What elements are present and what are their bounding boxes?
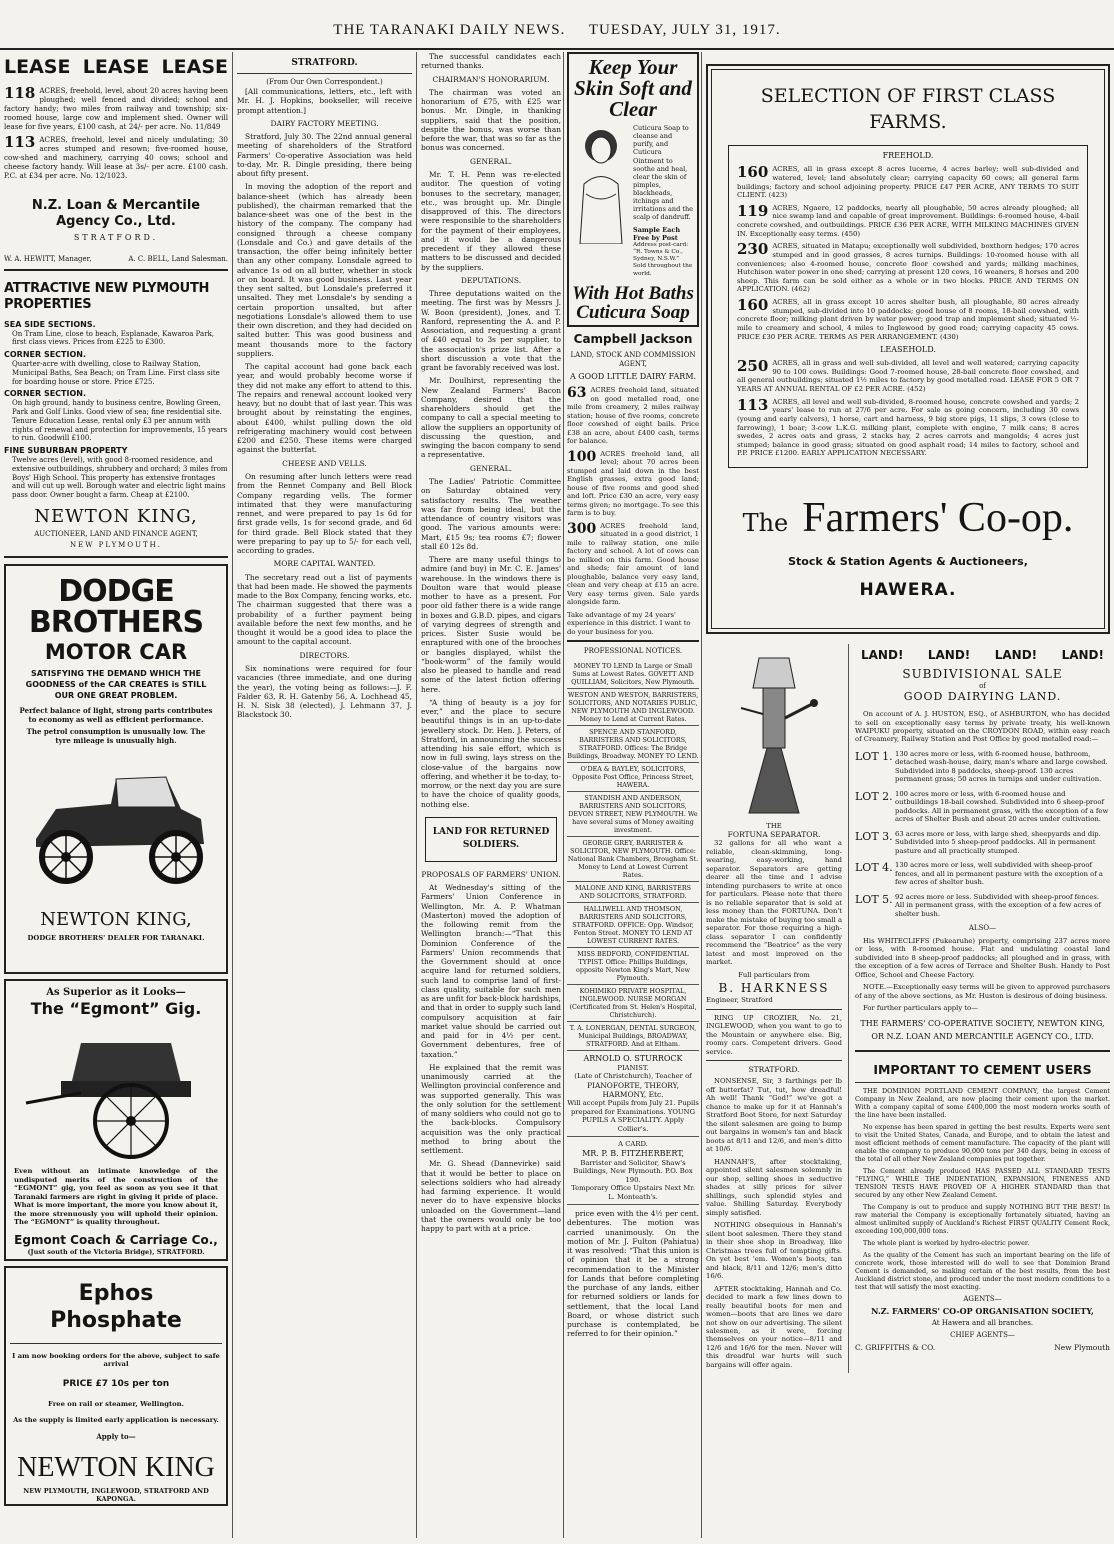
lot-row (855, 790, 1110, 824)
article-paragraph: There are many useful things to admire (and buy) in Mr. C. E. James' warehouse. In the windows there is Doulton ware that would please mother to have as a present. For poor old father there is a wide range in boxes and G.B.D. pipes, and cigars of varying degrees of strength and prices. Sister Susie would be enraptured with one of the brooches or bangles displayed, whilst the “book-worm” of the family would also be pleased to handle and read some of the latest fiction offering here. (421, 555, 561, 694)
fitzherbert-card (567, 1137, 699, 1205)
coop-the: The (742, 509, 789, 538)
cuticura-address: Address post-card: “R. Towns & Co., Sydney, N.S.W.” Sold throughout the world. (633, 241, 693, 277)
brand-name: DODGE BROTHERS (28, 573, 204, 641)
dodge-brothers-advert (4, 564, 228, 974)
harkness-role: Engineer, Stratford (706, 996, 773, 1005)
cement-advert (855, 1062, 1110, 1352)
campbell-listing (567, 522, 699, 607)
ephos-towns: NEW PLYMOUTH, INGLEWOOD, STRATFORD AND KAPONGA. (23, 1486, 209, 1503)
cuticura-tagline: With Hot Baths Cuticura Soap (572, 282, 694, 323)
land-word: LAND! (861, 647, 904, 662)
cement-paragraph: No expense has been spared in getting the best results. Experts were sent to visit the United States, Canada, and Europe, and to obtain the latest and most efficient methods of cement manufacture. The capacity of the plant will enable the company to produce 90,000 tons per 340 days, being in excess of the total of all other New Zealand companies put together. (855, 1122, 1110, 1163)
farm-listing (737, 242, 1079, 294)
lot-label: LOT 2. (855, 789, 893, 803)
lot-label: LOT 3. (855, 829, 893, 843)
lease-listing (4, 83, 228, 131)
listing-text: ACRES freehold land, situated on good metalled road, one mile from creamery, 2 miles railway station; house of five rooms, concrete floor cowshed of eight bails. Price £38 an acre, about £400 cash, terms for balance. (567, 386, 699, 446)
card-name: MR. P. B. FITZHERBERT, (582, 1148, 684, 1158)
lease-listing (4, 132, 228, 180)
article-subhead: GENERAL. (470, 463, 512, 473)
article-subhead: GENERAL. (470, 156, 512, 166)
article-paragraph: “A thing of beauty is a joy for ever,” and the place to secure beautiful things is in an up-to-date jewellery stock. Dr. Hen. J. Peters, of Stratford, in announcing the success attending his sale effort, which is now in full swing, lays stress on the close-value of the bargains now offering, and whether it be to-day, to-morrow, or the next day you are sure to have the choice of quality goods, nothing else. (421, 697, 561, 809)
column-rule (232, 52, 233, 1538)
farm-listing (737, 165, 1079, 200)
listing-acres: 113 (737, 395, 769, 414)
article-paragraph: The Ladies' Patriotic Committee on Saturday obtained very satisfactory results. The weather was far from being ideal, but the attendance of country visitors was good. The various amounts were: Mart, £15 9s; tea rooms £7; flower stall £0 12s 8d. (421, 477, 561, 551)
notice: GEORGE GREY, BARRISTER & SOLICITOR, NEW PLYMOUTH. Office: National Bank Chambers, Brougham St. Money to Lend at Lowest Current Rates. (567, 837, 699, 882)
hannah-paragraph: NOTHING obsequious in Hannah's silent boot salesmen. There they stand in their shoe shop in Broadway, like Christmas trees full of tempting gifts. On yet best 'em. Women's boots, tan and black, 8/11 and 12/6; men's ditto 16/6. (706, 1221, 842, 1281)
product-name: MOTOR CAR (44, 639, 188, 664)
also-label: ALSO— (968, 924, 997, 933)
fortuna-particulars: Full particulars from (738, 970, 810, 979)
sturrock-notice (567, 1051, 699, 1137)
article-subhead: DIRECTORS. (299, 650, 350, 660)
land-for-soldiers-box (425, 817, 557, 862)
farm-listing (737, 359, 1079, 394)
article-paragraph: The chairman was voted an honorarium of £75, with £25 war bonus. Mr. Dingle, in thanking suppliers, said that the position, despite the bonus, was worse than before the war, that was so far as the bonus was concerned. (421, 87, 561, 153)
sale-subtitle: GOOD DAIRYING LAND. (903, 690, 1062, 704)
company-town: STRATFORD. (73, 233, 159, 243)
column-5 (706, 52, 1110, 1538)
section-body: Twelve acres (level), with good 8-roomed residence, and extensive outbuildings, shrubbery and orchard; 3 miles from Boys' High School. This property has extensive frontages and will cut up well. Borough water and electric light mains pass door. Owner bought a farm. Cheap at £2100. (12, 456, 228, 499)
article-paragraph: Six nominations were required for four vacancies (three immediate, and one during the year), the voting being as follows:—J. F. Falder 63, R. H. Gatenby 56, A. Lochhead 45, H. N. Sisk 38 (elected), J. Lehmann 37, J. Blackstock 30. (237, 664, 412, 720)
fortuna-column (706, 644, 849, 1374)
article-subhead: CHAIRMAN'S HONORARIUM. (432, 74, 550, 84)
land-word: LAND! (927, 647, 971, 662)
lot-row (855, 861, 1110, 886)
lot-row (855, 893, 1110, 918)
notice: KOHIMIKO PRIVATE HOSPITAL, INGLEWOOD. NURSE MORGAN (Certificated from St. Helen's Hospital, Christchurch). (567, 985, 699, 1022)
cuticura-sample: Sample Each Free by Post (633, 225, 681, 242)
sturrock-subjects: PIANOFORTE, THEORY, HARMONY, Etc. (587, 1080, 679, 1099)
column-rule (416, 52, 417, 1538)
egmont-address: (Just south of the Victoria Bridge), STRATFORD. (27, 1247, 205, 1256)
lower-section (706, 644, 1110, 1374)
listing-acres: 100 (567, 448, 597, 465)
farmers-coop-advert (706, 64, 1110, 634)
article-paragraph: price even with the 4½ per cent. debentures. The motion was carried unanimously. On the motion of Mr. J. Fulton (Pahiatua) it was resolved: “That this union is of opinion that it be a strong recommendation to the Minister for Lands that before completing the purchase of any lands, either for returned soldiers or lands for settlement, that the local Land Board, or whose district such purchase is contemplated, be referred to for their opinion.” (567, 1209, 699, 1339)
property-section (4, 320, 228, 348)
notice: MISS BEDFORD, CONFIDENTIAL TYPIST. Office: Phillips Buildings, opposite Newton King's Mart, New Plymouth. (567, 948, 699, 985)
notice: MALONE AND KING, BARRISTERS AND SOLICITORS, STRATFORD. (567, 882, 699, 903)
ephos-line: Free on rail or steamer, Wellington. (48, 1399, 184, 1408)
article-subhead: MORE CAPITAL WANTED. (273, 559, 376, 569)
column-1 (4, 52, 228, 1538)
land-sale-column (849, 644, 1110, 1374)
farm-listing (737, 298, 1079, 341)
egmont-line: As Superior as it Looks— (46, 986, 186, 998)
notice: HALLIWELL AND THOMSON, BARRISTERS AND SOLICITORS, STRATFORD. OFFICE: Opp. Windsor, Fenton Street. MONEY TO LEND AT LOWEST CURRENT RATES. (567, 903, 699, 948)
notice: T. A. LONERGAN, DENTAL SURGEON, Municipal Buildings, BROADWAY, STRATFORD. And at Eltham. (567, 1022, 699, 1051)
ephos-line: I am now booking orders for the above, subject to safe arrival (12, 1351, 220, 1369)
lease-advert (4, 56, 228, 271)
farm-listings (728, 145, 1088, 468)
woman-portrait-illustration (572, 124, 630, 244)
listing-text: ACRES, freehold, level and nicely undulating; 30 acres stumped and resown; five-roomed house, cow-shed and machinery, carrying 40 cows; school and cheese factory handy. Will lease at 3s/- per acre. £100 cash. P.C. at £34 per acre. No. 12/1023. (4, 134, 228, 180)
column-3 (421, 52, 561, 1538)
coop-role: Stock & Station Agents & Auctioneers, (788, 554, 1028, 568)
lot-row (855, 750, 1110, 784)
fortuna-body: 32 gallons for all who want a reliable, clean-skimming, long-wearing, easy-working, hand separator. Separators are getting dearer all the time and I advise intending purchasers to write at once for particulars. Please note that there is no reliable separator that is sold at less money than the FORTUNA. Don't make the mistake of buying too small a separator. For those requiring a high-class separator I can confidently recommend the “Beatrice” as the very latest and most improved on the market. (706, 839, 842, 967)
lot-text: 100 acres more or less, with 6-roomed house and outbuildings 18-bail cowshed. Subdivided into 6 sheep-proof paddocks. All in permanent grass, with the exception of a few acres of Shelter Bush and about 20 acres under cultivation. (895, 789, 1109, 824)
lot-row (855, 830, 1110, 855)
salesman-name: A. C. BELL, Land Salesman. (128, 255, 228, 264)
lot-label: LOT 5. (855, 892, 893, 906)
listing-acres: 118 (4, 83, 36, 102)
cement-branches: At Hawera and all branches. (931, 1319, 1034, 1328)
section-body: Quarter-acre with dwelling, close to Railway Station, Municipal Baths, Sea Beach; on Tram Line. First class site for boarding house or store. Price £725. (12, 360, 220, 386)
egmont-body: Even without an intimate knowledge of the undisputed merits of the construction of the “EGMONT” gig, you feel as soon as you see it that Taranaki farmers are right in giving it pride of place. What is more important, the more you know about it, the more strenuously you will uphold their opinion. The “EGMONT” is quality throughout. (14, 1167, 218, 1227)
selection-title: SELECTION OF FIRST CLASS FARMS. (760, 85, 1056, 133)
sale-of: of (979, 681, 986, 690)
article-subhead: DAIRY FACTORY MEETING. (270, 118, 379, 128)
article-paragraph: The secretary read out a list of payments that had been made. He showed the payments made to the Box Company, fencing works, etc. The chairman suggested that there was a probability of a further payment being available before the next few months, and he thought it would be a good idea to place the amount to the capital account. (237, 572, 412, 647)
section-heading: SEA SIDE SECTIONS. (4, 319, 96, 329)
fortuna-caption: FORTUNA SEPARATOR. (727, 830, 821, 840)
ephos-apply: Apply to— (96, 1431, 136, 1441)
harkness-name: B. HARKNESS (718, 981, 830, 996)
advert-title: ATTRACTIVE NEW PLYMOUTH PROPERTIES (4, 281, 210, 313)
box-title: LAND FOR RETURNED SOLDIERS. (432, 826, 550, 851)
sale-intro: On account of A. J. HUSTON, ESQ., of ASHBURTON, who has decided to sell on exceptionally easy terms by private treaty, his well-known WAIPUKU property, situated on the CROYDON ROAD, within easy reach of Creamery, Railway Station and Post Office by good metalled road:— (855, 710, 1110, 744)
lot-label: LOT 1. (855, 749, 893, 763)
article-paragraph: At Wednesday's sitting of the Farmers' Union Conference in Wellington, Mr. A. P. Whatman (Masterton) moved the adoption of the following remit from the Wellington branch:—“That this Dominion Conference of the Farmers' Union recommends that the Government should at once acquire land for returned soldiers, such land to comprise land of first-class quality, suitable for such men as are unfit for back-block hardships, and that in order to supply such land compulsory acquisition at fair market value should be carried out and paid for in 4½ per cent. Government debentures, free of taxation.” (421, 883, 561, 1059)
column-rule (563, 52, 564, 1538)
dealer-name: NEWTON KING, (40, 909, 192, 931)
property-section (4, 350, 228, 386)
cement-chief: CHIEF AGENTS— (950, 1331, 1015, 1340)
notice: STANDISH AND ANDERSON, BARRISTERS AND SOLICITORS, DEVON STREET, NEW PLYMOUTH. We have several sums of Money awaiting investment. (567, 792, 699, 837)
notice: O'DEA & BAYLEY, SOLICITORS, Opposite Post Office, Princess Street, HAWERA. (567, 763, 699, 792)
cement-paragraph: As the quality of the Cement has such an important bearing on the life of concrete work, those interested will do well to see that Dominion Brand Cement is demanded, so making certain of the best results, from the best Auckland district stone, and produced under the most modern conditions to a test that will satisfy the most exacting. (855, 1250, 1110, 1291)
egmont-company: Egmont Coach & Carriage Co., (14, 1232, 218, 1247)
listing-acres: 119 (737, 201, 769, 220)
article-paragraph: Three deputations waited on the meeting. The first was by Messrs J. W. Boon (president), Jones, and T. Ranford, representing the A. and P. Association, and requesting a grant of £40 equal to 3s per supplier, to the association's prize list. After a short discussion a vote that the grant be favorably received was lost. (421, 289, 561, 373)
article-paragraph: He explained that the remit was unanimously carried at the Wellington provincial conference and was supported generally. This was the only solution for the settlement of many soldiers who could not go to the back-blocks. Compulsory acquisition was the only practical method to bring about the settlement. (421, 1062, 561, 1156)
notices-title: PROFESSIONAL NOTICES. (583, 646, 683, 655)
card-role: Barrister and Solicitor, Shaw's Buildings, New Plymouth. P.O. Box 190. (573, 1158, 693, 1184)
column-2 (237, 52, 412, 1538)
land-sale-advert (855, 648, 1110, 1052)
professional-notices (567, 660, 699, 1051)
gig-carriage-illustration (21, 1023, 211, 1163)
cement-title: IMPORTANT TO CEMENT USERS (873, 1062, 1092, 1078)
campbell-footer: Take advantage of my 24 years' experience in this district. I want to do your business for you. (567, 610, 691, 636)
listing-acres: 160 (737, 296, 769, 315)
notice: MONEY TO LEND In Large or Small Sums at Lowest Rates. GOVETT AND QUILLIAM, Solicitors, New Plymouth. (567, 660, 699, 689)
article-paragraph: Stratford, July 30. The 22nd annual general meeting of shareholders of the Stratford Farmers' Co-operative Association was held to-day, Mr. R. Dingle presiding, there being about fifty present. (237, 132, 412, 179)
article-subhead: CHEESE AND VELLS. (282, 458, 367, 468)
article-paragraph: [All communications, letters, etc., left with Mr. H. J. Hopkins, bookseller, will receive prompt attention.] (237, 87, 412, 115)
article-paragraph: The capital account had gone back each year, and would probably become worse if they did not make any effort to attend to this. The repairs and renewal account looked very heavy, but no doubt that of last year. This was brought about by reinstating the engines, about £400, whilst pulling down the old refrigerating machinery would cost between £200 and £250. These items were charged against the butterfat. (237, 362, 412, 455)
section-title: STRATFORD. (291, 58, 358, 68)
campbell-name: Campbell Jackson (573, 331, 693, 346)
agent-role: AUCTIONEER, LAND AND FINANCE AGENT, (34, 530, 198, 539)
hannah-paragraph: AFTER stocktaking, Hannah and Co. decided to mark a few lines down to really beautiful boots for men and women—boots that are lines we dare not show on our advertising. The silent salesmen, as it were, forcing themselves on your notice—8/11 and 12/6 and 16/6 for the men. Never will this dreadful war hurts will such bargains will offer again. (706, 1284, 842, 1369)
lot-label: LOT 4. (855, 861, 893, 875)
hannah-paragraph: NONSENSE, Sir, 3 farthings per lb off butterfat? Tut, tut, how dreadful! Ah well! Thank “God!” we've got a chance to make up for it at Hannah's Stratford Boot Store, for next Saturday the silent salesmen are going to bump out bargains in women's tan and black boots at 8/11 and 12/6, and men's ditto at 10/6. (706, 1077, 842, 1154)
coop-name: Farmers' Co-op. (802, 495, 1074, 542)
listing-text: ACRES freehold land, all level; about 70 acres been stumped and laid down in the best English grasses, extra good land; house of five rooms and good shed and loft. Price £30 an acre, very easy terms given; no mortgage. To see this farm is to buy. (567, 449, 699, 518)
cement-paragraph: THE DOMINION PORTLAND CEMENT COMPANY, the largest Cement Company in New Zealand, are now placing their cement upon the market. With a company capital of some £400,000 the most modern works south of the line have been installed. (855, 1086, 1110, 1119)
cement-agents: N.Z. FARMERS' CO-OP ORGANISATION SOCIETY, (871, 1306, 1094, 1317)
manager-name: W. A. HEWITT, Manager, (4, 255, 92, 264)
cream-separator-illustration (729, 648, 819, 818)
sturrock-body: Will accept Pupils from July 21. Pupils prepared for Examinations. YOUNG PUPILS A SPECIALITY. Apply Collier's. (567, 1099, 699, 1133)
stratford-heading: STRATFORD. (748, 1065, 800, 1075)
column-rule (701, 52, 702, 1538)
listing-acres: 230 (737, 240, 769, 259)
listing-text: ACRES, Ngaere, 12 paddocks, nearly all ploughable, 50 acres already ploughed; all nice swamp land and capable of great improvement. Buildings: 6-roomed house, 4-bail concrete cowshed, and outbuildings. PRICE £36 PER ACRE, WITH MILKING MACHINES GIVEN IN. Exceptionally easy terms. (450) (737, 203, 1079, 238)
cuticura-advert (567, 52, 699, 327)
article-paragraph: On resuming after lunch letters were read from the Rennet Company and Bell Block Company regarding vells. The former intimated that they were manufacturing rennet, and were prepared to pay 1s 6d for first grade vells, 1s for second grade, and 6d for third grade. Bell Block stated that they were preparing to pay up to 5/- for each vell, according to grades. (237, 472, 412, 555)
article-paragraph: Mr. Doulhirst, representing the New Zealand Farmers' Bacon Company, desired that the shareholders should get the company to call a special meeting to allow the suppliers an opportunity of discussing the question, and swinging the bacon company to send a representative. (421, 376, 561, 460)
lot-text: 130 acres more or less, with 6-roomed house, bathroom, detached wash-house, dairy, man's whare and large cowshed. Subdivided into 8 paddocks, sheep-proof. 130 acres permanent grass; 50 acres in turnips and under cultivation. (895, 749, 1108, 784)
campbell-jackson-advert (567, 332, 699, 642)
fortuna-caption: THE (766, 821, 782, 830)
listing-text: ACRES, all level and well sub-divided, 8-roomed house, concrete cowshed and yards; 2 years' lease to run at 27/6 per acre. For sale as going concern, including 30 cows (young and early calvers), 1 horse, cart and harness, 9 big store pigs, 11 slips, 3 cows (close to farrowing), 1 boar; 3-cow L.K.G. milking plant, complete with engine, 7 milk cans; 8 acres swedes, 2 acres oats and grass, 2 stacks hay, 2 acres carrots and mangolds; 4 acres just stumped; balance in good grass; situated on good asphalt road; 14 miles to factory, school and P.P. PRICE £1200. EARLY APPLICATION NECESSARY. (737, 397, 1079, 458)
land-word: LAND! (994, 647, 1038, 662)
sturrock-role: PIANIST. (617, 1063, 649, 1072)
cuticura-headline: Keep Your Skin Soft and Clear (574, 55, 692, 121)
section-heading: CORNER SECTION. (4, 350, 87, 359)
egmont-gig-advert (4, 979, 228, 1261)
article-paragraph: Mr. G. Shead (Dannevirke) said that it would be better to place on selections soldiers who had already had farming experience. It would never do to have expensive blocks unloaded on the Government—land that the owners would only be too happy to part with at a price. (421, 1159, 561, 1234)
ephos-price: PRICE £7 10s per ton (62, 1378, 170, 1389)
article-paragraph: Mr. T. H. Penn was re-elected auditor. The question of voting bonuses to the secretary, manager, etc., was brought up. Mr. Dingle disapproved of this. The directors were responsible to the shareholders for the payment of their employees, and it would be a dangerous precedent if they allowed these matters to be discussed and decided by the suppliers. (421, 170, 561, 272)
campbell-slogan: A GOOD LITTLE DAIRY FARM. (569, 372, 697, 382)
farm-listing (737, 395, 1079, 458)
sale-note: NOTE.—Exceptionally easy terms will be given to approved purchasers of any of the above sections, as Mr. Huston is desirous of doing business. (855, 983, 1110, 1000)
lease-word: LEASE (4, 56, 71, 78)
listing-text: ACRES, all in grass except 8 acres lucerne, 4 acres barley; well sub-divided and watered, level; land absolutely clear; carrying capacity 60 cows; all general farm buildings; factory and school adjoining property. PRICE £47 PER ACRE, ANY TERMS TO SUIT CLIENT. (423) (737, 165, 1079, 200)
lot-text: 130 acres more or less, well subdivided with sheep-proof fences, and all in permanent pasture with the exception of a few acres of shelter bush. (895, 861, 1103, 887)
byline: (From Our Own Correspondent.) (266, 78, 383, 87)
lot-text: 92 acres more or less. Subdivided with sheep-proof fences. All in permanent grass, with the exception of a few acres of shelter bush. (895, 892, 1101, 918)
campbell-listing (567, 386, 699, 445)
listing-acres: 160 (737, 163, 769, 182)
freehold-heading: FREEHOLD. (882, 151, 934, 161)
paper-title: THE TARANAKI DAILY NEWS. (333, 22, 566, 38)
dodge-line: The petrol consumption is unusually low. The tyre mileage is unusually high. (26, 726, 206, 745)
cuticura-body: Cuticura Soap to cleanse and purify, and Cuticura Ointment to soothe and heal, clear the skin of pimples, blackheads, itchings and irritations and the scalp of dandruff. (633, 124, 693, 222)
lease-word: LEASE (82, 56, 150, 78)
cement-paragraph: The Cement already produced HAS PASSED ALL STANDARD TESTS “FLYING,” WHILE THE INDENTATION, EXPANSION, FINENESS AND TENSION TESTS HAVE PROVED OF A HIGHER STANDARD than that secured by any other New Zealand Cement. (855, 1166, 1110, 1199)
griffiths-town: New Plymouth (1054, 1342, 1110, 1352)
egmont-title: The “Egmont” Gig. (30, 999, 202, 1019)
sale-title: SUBDIVISIONAL SALE (902, 666, 1063, 681)
also-text: His WHITECLIFFS (Pukearuhe) property, comprising 237 acres more or less, with 8-roomed house. Flat and undulating coastal land subdivided into 8 sheep-proof paddocks; all ploughed and in grass, with the exception of a few acres of Terrace and Shelter Bush. Handy to Post Office, School and Cheese Factory. (855, 936, 1110, 979)
agent-town: NEW PLYMOUTH. (70, 541, 162, 549)
motor-car-illustration (16, 749, 216, 899)
section-body: On Tram Line, close to beach, Esplanade, Kawaroa Park, first class views. Prices from £225 to £300. (12, 329, 215, 347)
paper-date: TUESDAY, JULY 31, 1917. (588, 22, 781, 38)
article-subhead: PROPOSALS OF FARMERS' UNION. (421, 869, 561, 879)
property-section (4, 446, 228, 500)
notice: WESTON AND WESTON, BARRISTERS, SOLICITORS, AND NOTARIES PUBLIC, NEW PLYMOUTH AND INGLEWOOD. Money to Lend at Current Rates. (567, 689, 699, 726)
cement-paragraph: The whole plant is worked by hydro-electric power. (863, 1238, 1030, 1247)
listing-text: ACRES freehold land, situated in a good district, 1 mile to railway station, one mile factory and school. A lot of cows can be milked on this farm. Good house and sheds; fair amount of land ploughable, balance very easy land, clean and very cheap at £15 an acre. Very easy terms given. Sale yards alongside farm. (567, 521, 699, 607)
listing-acres: 63 (567, 385, 587, 402)
dodge-claim: SATISFYING THE DEMAND WHICH THE GOODNESS of the CAR CREATES is STILL OUR ONE GREAT PROBLEM. (25, 669, 207, 700)
plymouth-properties-advert (4, 281, 228, 558)
listing-acres: 113 (4, 132, 36, 151)
notice: SPENCE AND STANFORD, BARRISTERS AND SOLICITORS, STRATFORD. Offices: The Bridge Buildings, Broadway. MONEY TO LEND. (567, 726, 699, 763)
cement-agents-label: AGENTS— (963, 1294, 1002, 1303)
section-heading: CORNER SECTION. (4, 389, 87, 399)
section-body: On high ground, handy to business centre, Bowling Green, Park and Golf Links. Good view of sea; fine residential site. Tenure Education Lease, rental only £3 per annum with rights of renewal and protection for improvements, 15 years to run. Goodwill £100. (12, 399, 228, 443)
article-subhead: DEPUTATIONS. (460, 275, 522, 285)
article-paragraph: The successful candidates each returned thanks. (421, 52, 561, 71)
article-paragraph: In moving the adoption of the report and balance-sheet (which has already been published), the chairman remarked that the balance-sheet was one of the best in the history of the company. The company had consigned through a cheese company (Lonsdale and Co.) and gave details of the transaction, the offer being infinitely better than any other company. Lonsdale agreed to advance 1s od on all butter, whether in stock or on board. It was good business. Last year they sent salted, but Lonsdale's preferred it unsalted. They met Lonsdale's by sending a certain proportion unsalted, but after negotiations Lonsdale's allowed them to use their own discretion, and they had decided on salted butter. This was good business and meant thousands more to the factory suppliers. (237, 182, 412, 358)
property-section (4, 389, 228, 443)
land-word: LAND! (1061, 647, 1104, 662)
sale-agents: THE FARMERS' CO-OPERATIVE SOCIETY, NEWTON KING, OR N.Z. LOAN AND MERCANTILE AGENCY CO., LTD. (860, 1018, 1105, 1042)
sale-further: For further particulars apply to— (863, 1004, 978, 1013)
ephos-line: As the supply is limited early application is necessary. (13, 1416, 219, 1425)
lot-text: 63 acres more or less, with large shed, sheepyards and dip. Subdivided into 5 sheep-proof paddocks. All in permanent pasture and all practically stumped. (895, 829, 1101, 855)
listing-acres: 300 (567, 520, 597, 537)
dodge-line: Perfect balance of light, strong parts contributes to economy as well as efficient performance. (19, 706, 213, 725)
column-4 (567, 52, 699, 1538)
listing-text: ACRES, all in grass and well sub-divided, all level and well watered; carrying capacity 90 to 100 cows. Buildings: Good 7-roomed house, 28-bail concrete floor cowshed, and all general outbuildings; situated 1½ miles to factory by good metalled road. LEASE FOR 5 OR 7 YEARS AT ANNUAL RENTAL OF £2 PER ACRE. (452) (737, 359, 1079, 394)
sturrock-name: ARNOLD O. STURROCK (583, 1053, 683, 1063)
company-name: N.Z. Loan & Mercantile Agency Co., Ltd. (31, 197, 201, 229)
dealer-role: DODGE BROTHERS' DEALER FOR TARANAKI. (27, 933, 205, 942)
sturrock-from: (Late of Christchurch), Teacher of (574, 1072, 692, 1081)
masthead (0, 22, 1114, 50)
listing-text: ACRES, freehold, level, about 20 acres having been ploughed; well fenced and divided; school and factory handy; two miles from railway and township; six-roomed house, large cow and implement shed. Owner will lease for five years, £100 cash, at 24/- per acre. No. 11/849 (4, 85, 228, 131)
card-title: A CARD. (618, 1140, 648, 1149)
listing-text: ACRES, situated in Matapu; exceptionally well subdivided, boxthorn hedges; 170 acres stumped and in good grasses, 8 acres turnips. Buildings: 10-roomed house with all conveniences; also 4-roomed house, concrete floor cowshed and yards; milking machines, Hutchison water power in one shed; carrying at present 120 cows, 16 weaners, 8 horses and 200 sheep. This farm can be sold either as a whole or in two blocks. PRICE AND TERMS ON APPLICATION. (462) (737, 242, 1079, 294)
crozier-notice: RING UP CROZIER, No. 21, INGLEWOOD, when you want to go to the Mountain or anywhere else. Big, roomy cars. Competent drivers. Good service. (706, 1013, 842, 1056)
griffiths-name: C. GRIFFITHS & CO. (855, 1342, 936, 1352)
listing-text: ACRES, all in grass except 10 acres shelter bush, all ploughable, 80 acres already stumped, sub-divided into 10 paddocks; good house of 8 rooms, 18-bail cowshed, with concrete floor; milking plant driven by water power; good trap and implement shed; situated ½-mile to creamery and school, 4 miles to Inglewood by good road; carrying capacity 45 cows. PRICE £30 PER ACRE. TERMS AS PER ARRANGEMENT. (430) (737, 298, 1079, 341)
cement-paragraph: The Company is out to produce and supply NOTHING BUT THE BEST! In raw material the Company is exceptionally fortunately situated, having an almost unlimited supply of Auckland's Richest FIRST QUALITY Cement Rock, exceeding 100,000,000 tons. (855, 1202, 1110, 1235)
campbell-role: LAND, STOCK AND COMMISSION AGENT, (570, 350, 696, 368)
ephos-title: Ephos Phosphate (50, 1280, 182, 1334)
farm-listing (737, 201, 1079, 239)
listing-acres: 250 (737, 357, 769, 376)
ephos-agent: NEWTON KING (17, 1451, 215, 1483)
leasehold-heading: LEASEHOLD. (880, 345, 936, 355)
hannah-paragraph: HANNAH'S, after stocktaking, appointed silent salesmen solemnly in our shop, selling shoes in seductive shades at silly prices for silver shillings, such splendid styles and value. Shilling Saturday. Everybody simply satisfied. (706, 1157, 842, 1217)
campbell-listing (567, 450, 699, 518)
section-heading: FINE SUBURBAN PROPERTY (4, 446, 128, 455)
agent-name: NEWTON KING, (34, 505, 198, 527)
ephos-phosphate-advert (4, 1266, 228, 1506)
lease-word: LEASE (161, 56, 228, 78)
card-offices: Temporary Office Upstairs Next Mr. L. Monteath's. (571, 1184, 695, 1201)
coop-town: HAWERA. (859, 580, 957, 601)
